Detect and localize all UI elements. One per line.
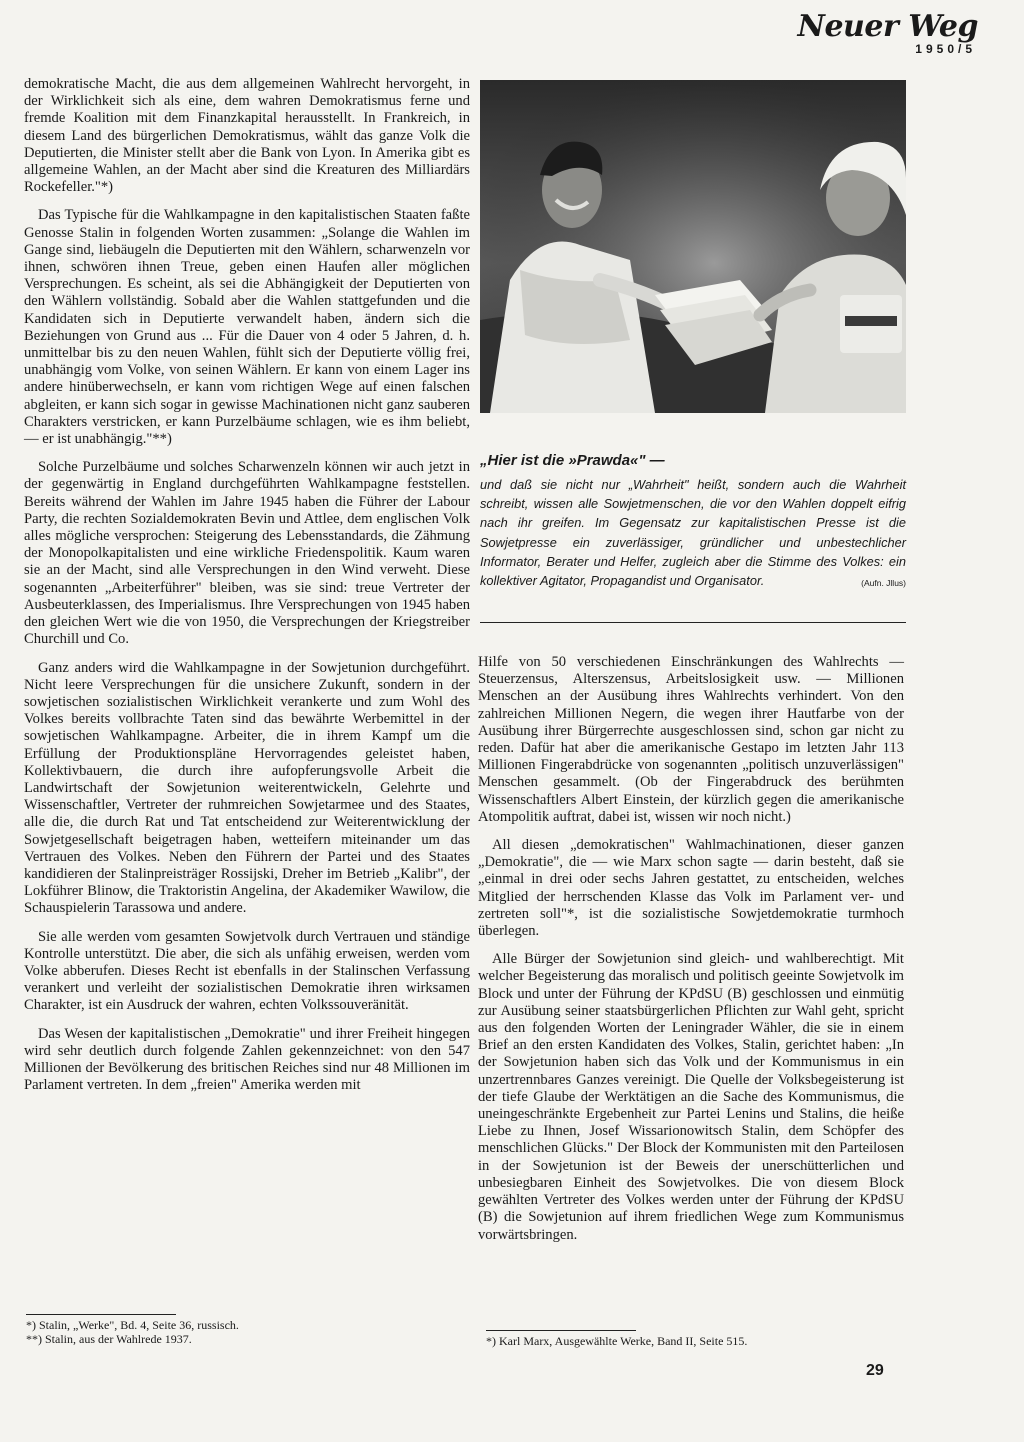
paragraph: Das Typische für die Wahlkampagne in den kapitalistischen Staaten faßte Genosse Stalin in folgenden Worten zusammen: „Solange die Wahlen im Gange sind, liebäugeln die Deputierten mit den Wählern, scharwenzeln vor ihnen, schwören ihnen Treue, geben einen Haufen aller möglichen Versprechungen. Es scheint, als sei die Abhängigkeit der Deputierten von den Wählern vollständig. Sobald aber die Wahlen stattgefunden und die Kandidaten sich in Deputierte verwandelt haben, ändern sich die Beziehungen von Grund aus ... Für die Dauer von 4 oder 5 Jahren, d. h. unmittelbar bis zu den neuen Wahlen, fühlt sich der Deputierte völlig frei, unabhängig vom Volke, von seinen Wählern. Er kann von einem Lager ins andere hinüberwechseln, er kann vom richtigen Wege auf einen falschen abgleiten, er kann sich sogar in gewisse Machinationen nicht ganz sauberen Charakters verstricken, er kann Purzelbäume schlagen, wie es ihm beliebt, — er ist unabhängig."**) [24,207,470,448]
footnote: *) Karl Marx, Ausgewählte Werke, Band II, Seite 515. [486,1334,748,1348]
footnotes-left [26,1318,326,1346]
caption-title: „Hier ist die »Prawda«" — [480,452,665,469]
photo-credit: (Aufn. Jllus) [861,578,906,589]
paragraph: Solche Purzelbäume und solches Scharwenzeln können wir auch jetzt in der gegenwärtig in England durchgeführten Wahlkampagne feststellen. Bereits während der Wahlen im Jahre 1945 haben die Führer der Labour Party, die rechten Sozialdemokraten Bevin und Attlee, dem englischen Volk alles mögliche versprochen: Steigerung des Lebensstandards, die Zähmung der Monopolkapitalisten und eine wirkliche Friedenspolitik. Kaum waren sie an der Macht, sind alle Versprechungen in den Wind verweht. Diese sogenannten „Arbeiterführer" bleiben, was sie sind: treue Vertreter der Ausbeuterklassen, des Imperialismus. Ihre Versprechungen von 1945 haben den gleichen Wert wie die von 1950, die Versprechungen der Kriegstreiber Churchill und Co. [24,459,470,648]
page-number: 29 [866,1362,884,1379]
footnote: *) Stalin, „Werke", Bd. 4, Seite 36, russisch. [26,1318,239,1332]
masthead-title: Neuer Weg [797,9,978,44]
caption-body: und daß sie nicht nur „Wahrheit" heißt, sondern auch die Wahrheit schreibt, wissen alle Sowjetmenschen, die vor den Wahlen doppelt eifrig nach ihr greifen. Im Gegensatz zur kapitalistischen Presse ist die Sowjetpresse ein zuverlässiger, gründlicher und unbestechlicher Informator, Berater und Helfer, zugleich aber die Stimme des Volkes: ein kollektiver Agitator, Propagandist und Organisator. [480,477,906,589]
footnotes-right [486,1334,906,1348]
footnote: **) Stalin, aus der Wahlrede 1937. [26,1332,192,1346]
masthead-issue: 1950/5 [915,42,976,56]
paragraph: Ganz anders wird die Wahlkampagne in der Sowjetunion durchgeführt. Nicht leere Versprechungen für die unsichere Zukunft, sondern in der sowjetischen sozialistischen Wirklichkeit verankerte und zum Wohl des Volkes bereits vollbrachte Taten sind das bewährte Werbemittel in der sowjetischen Wahlkampagne. Arbeiter, die in ihrem Kampf um die Erfüllung der Produktionspläne Hervorragendes geleistet haben, Kollektivbauern, die durch ihre aufopferungsvolle Arbeit die Landwirtschaft der Sowjetunion weiterentwickeln, Gelehrte und Wissenschaftler, Vertreter der ruhmreichen Sowjetarmee und des Staates, alle die, die durch Rat und Tat entscheidend zur Weiterentwicklung der Sowjetgesellschaft beigetragen haben, wetteifern miteinander um das Vertrauen des Volkes. Neben den Führern der Partei und des Staates kandidieren der Stalinpreisträger Rossijski, Dreher im Betrieb „Kalibr", der Lokführer Blinow, die Traktoristin Angelina, der Akademiker Wawilow, die Schauspielerin Tarassowa und andere. [24,659,470,917]
footnote-divider [486,1330,636,1331]
paragraph: demokratische Macht, die aus dem allgemeinen Wahlrecht hervorgeht, in der Wirklichkeit sich als eine, dem wahren Demokratismus ferne und fremde Koalition mit dem Finanzkapital herausstellt. In Frankreich, in diesem Land des bürgerlichen Demokratismus, wählt das ganze Volk die Deputierten, die Minister stellt aber die Bank von Lyon. In Amerika gibt es allgemeine Wahlen, an der Macht aber sind die Kreaturen des Milliardärs Rockefeller."*) [24,76,470,196]
masthead [798,10,978,56]
paragraph: Das Wesen der kapitalistischen „Demokratie" und ihrer Freiheit hingegen wird sehr deutlich durch folgende Zahlen gekennzeichnet: von den 547 Millionen der Bevölkerung des britischen Reiches sind nur 48 Millionen im Parlament vertreten. In dem „freien" Amerika werden mit [24,1025,470,1094]
caption-divider [480,622,906,623]
right-column [478,654,904,1255]
left-column [24,76,470,1105]
paragraph: Hilfe von 50 verschiedenen Einschränkungen des Wahlrechts — Steuerzensus, Alterszensus, Arbeitslosigkeit usw. — Millionen Menschen an der Ausübung ihres Wahlrechts verhindert. Von den zahlreichen Millionen Negern, die wegen ihrer Hautfarbe von der Ausübung ihrer Bürgerrechte ausgeschlossen sind, schon gar nicht zu reden. Dafür hat aber die amerikanische Gestapo im letzten Jahr 113 Millionen Fingerabdrücke von sogenannten „politisch unzuverlässigen" Menschen gesammelt. (Ob der Fingerabdruck des berühmten Wissenschaftlers Albert Einstein, der kürzlich gegen die amerikanische Atompolitik auftrat, dabei ist, wissen wir noch nicht.) [478,654,904,825]
footnote-divider [26,1314,176,1315]
paragraph: Sie alle werden vom gesamten Sowjetvolk durch Vertrauen und ständige Kontrolle unterstützt. Die aber, die sich als unfähig erweisen, werden vom Volke abberufen. Dieses Recht ist ebenfalls in der Stalinschen Verfassung verankert und verleiht der sozialistischen Demokratie ihren wirksamen Charakter, ist ein Ausdruck der wahren, echten Volkssouveränität. [24,928,470,1014]
paragraph: All diesen „demokratischen" Wahlmachinationen, dieser ganzen „Demokratie", die — wie Marx schon sagte — darin besteht, daß sie „einmal in drei oder sechs Jahren gestattet, zu entscheiden, welches Mitglied der herrschenden Klasse das Volk im Parlament ver- und zertreten soll"*, ist die sozialistische Sowjetdemokratie turmhoch überlegen. [478,837,904,940]
paragraph: Alle Bürger der Sowjetunion sind gleich- und wahlberechtigt. Mit welcher Begeisterung das moralisch und politisch geeinte Sowjetvolk im Block und unter der Führung der KPdSU (B) geschlossen und einmütig zur Ausübung seiner staatsbürgerlichen Pflichten zur Wahl geht, spricht aus den folgenden Worten der Leningrader Wähler, die sie in einem Brief an den ersten Kandidaten des Volkes, Stalin, gerichtet haben: „In der Sowjetunion haben sich das Volk und der Kommunismus in ein unzertrennbares Ganzes vereinigt. Die Quelle der Volksbegeisterung ist der tiefe Glaube der Werktätigen an die Sache des Kommunismus, die uneingeschränkte Ergebenheit zur Partei Lenins und Stalins, die heiße Liebe zu Ihnen, Josef Wissarionowitsch Stalin, dem Schöpfer des menschlichen Glücks." Der Block der Kommunisten mit den Parteilosen in der Sowjetunion ist der Beweis der unerschütterlichen und unbesiegbaren Einheit des Sowjetvolkes. Die von diesem Block gewählten Vertreter des Volkes werden unter der Führung der KPdSU (B) die Sowjetunion auf ihrem friedlichen Wege zum Kommunismus vorwärtsbringen. [478,951,904,1243]
photo-prawda-readers [480,80,906,413]
photo-caption [480,452,906,593]
caption-text [480,475,906,590]
